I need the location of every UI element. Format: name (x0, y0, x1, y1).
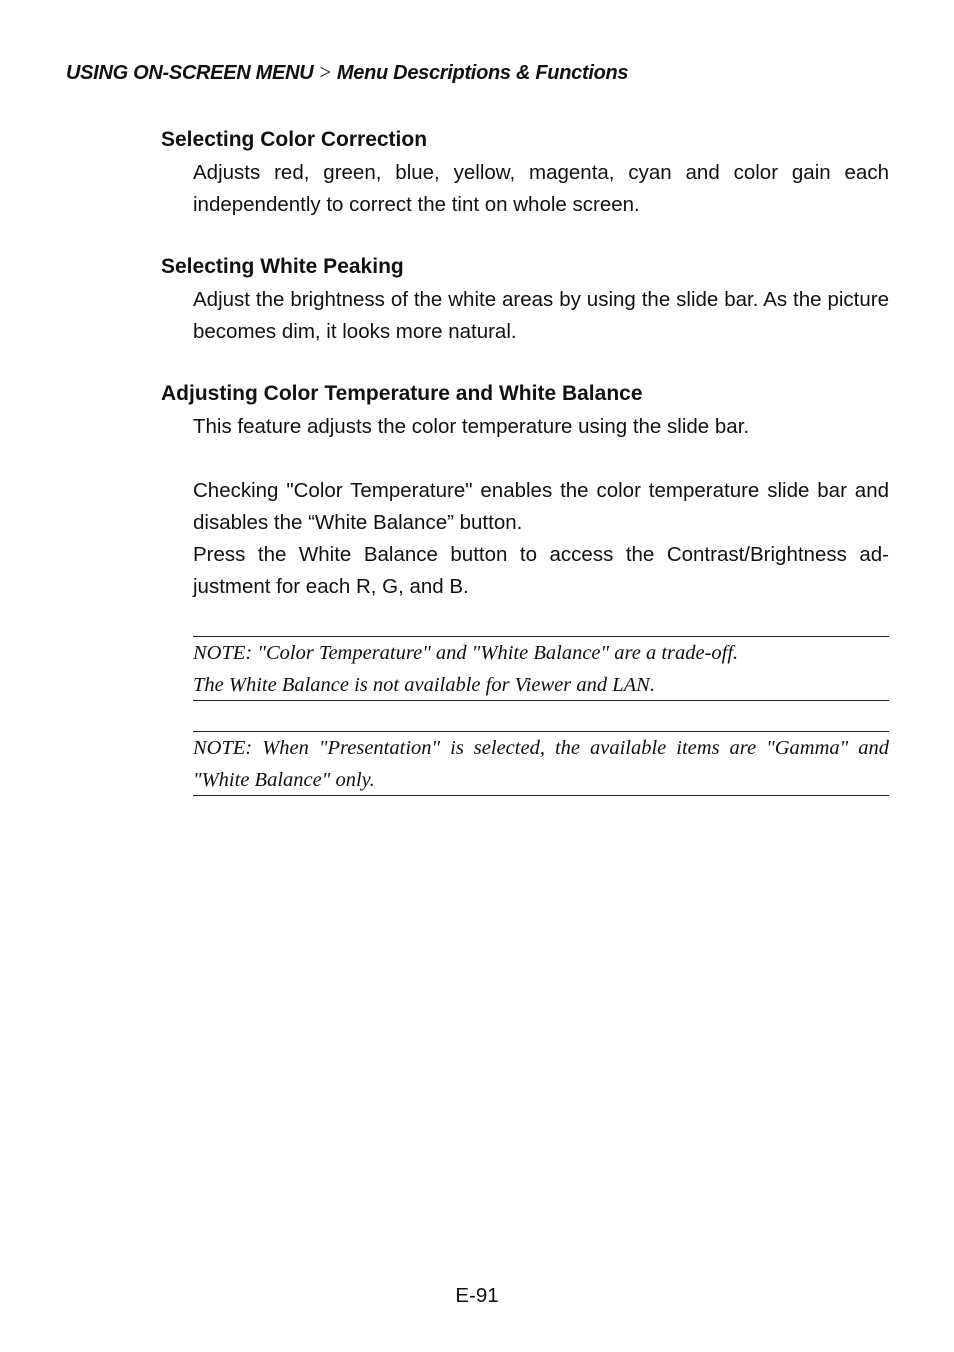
paragraph: Checking "Color Temperature" enables the color temperature slide bar and disables the “White Balance” button. (193, 479, 889, 534)
paragraph: Adjusts red, green, blue, yellow, magenta, cyan and color gain each independently to correct the tint on whole screen. (193, 161, 889, 216)
note-box-trade-off (193, 636, 889, 701)
note-text: NOTE: When "Presentation" is selected, the available items are "Gamma" and "White Balance" only. (193, 737, 889, 791)
section-title-white-peaking: Selecting White Peaking (161, 255, 404, 278)
page-number: E-91 (455, 1284, 499, 1307)
section-body-white-peaking (193, 284, 889, 348)
section-body-color-correction (193, 157, 889, 221)
section-body-color-temperature (193, 411, 889, 603)
running-header (66, 60, 628, 85)
section-title-color-temperature: Adjusting Color Temperature and White Balance (161, 382, 643, 405)
note-line: The White Balance is not available for Viewer and LAN. (193, 674, 655, 696)
note-line: NOTE: "Color Temperature" and "White Balance" are a trade-off. (193, 642, 739, 664)
note-box-presentation (193, 731, 889, 796)
header-subsection: Menu Descriptions & Functions (336, 62, 629, 84)
section-title-color-correction: Selecting Color Correction (161, 128, 428, 151)
header-separator: > (319, 60, 331, 84)
paragraph: This feature adjusts the color temperature using the slide bar. (193, 415, 750, 438)
header-section: USING ON-SCREEN MENU (66, 62, 314, 84)
paragraph: Press the White Balance button to access the Contrast/Brightness ad-justment for each R, G, and B. (193, 543, 889, 598)
paragraph: Adjust the brightness of the white areas by using the slide bar. As the picture becomes dim, it looks more natural. (193, 288, 889, 343)
